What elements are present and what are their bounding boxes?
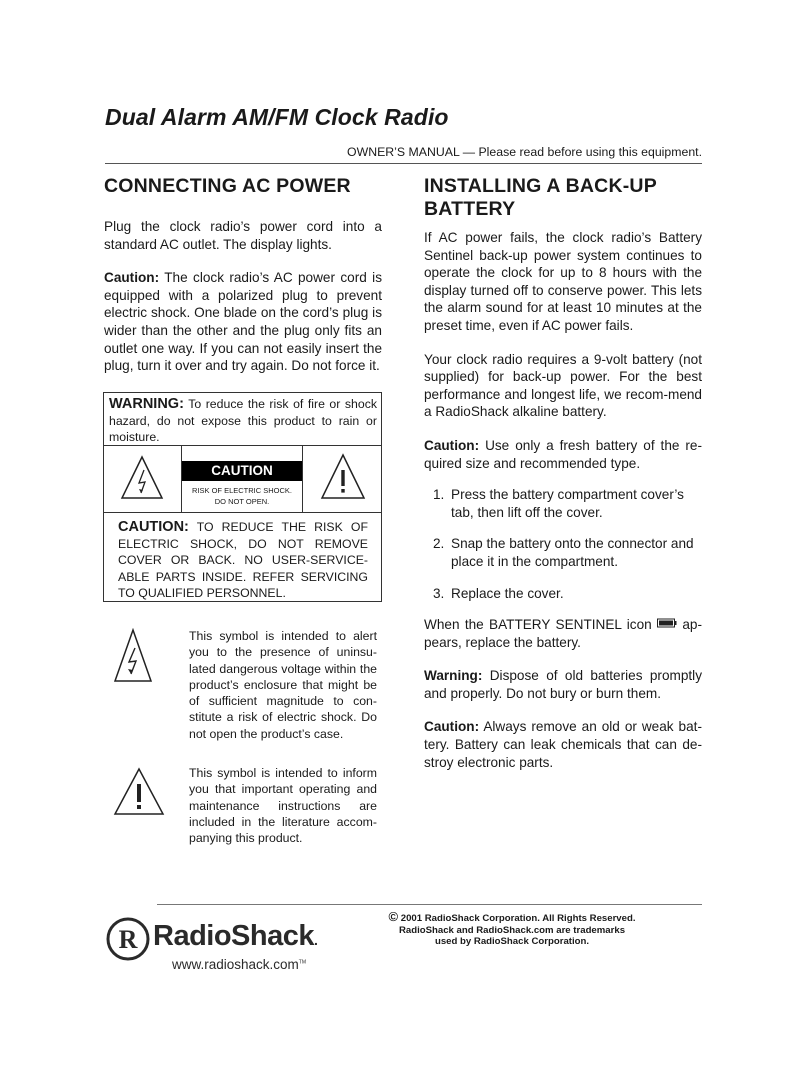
radioshack-r-logo-icon	[105, 916, 151, 962]
caution-statement	[118, 519, 368, 602]
step-number: 2.	[433, 536, 445, 552]
caution-small-line-2: DO NOT OPEN.	[214, 497, 270, 506]
list-item	[424, 585, 702, 603]
battery-paragraph-2: Your clock radio requires a 9-volt battery (not supplied) for back-up power. For the best performance and longest life, we recom-mend a RadioShack alkaline battery.	[424, 351, 702, 420]
caution-label: Caution:	[104, 270, 160, 286]
step-number: 3.	[433, 585, 445, 601]
step-text: Press the battery compartment cover’s tab, then lift off the cover.	[451, 487, 684, 520]
caution-small-line-1: RISK OF ELECTRIC SHOCK.	[191, 486, 293, 495]
copyright-line-2: RadioShack and RadioShack.com are trademarks	[398, 924, 626, 936]
lightning-symbol-description: This symbol is intended to alert you to the presence of uninsu-lated dangerous voltage within the product’s enclosure that might be of sufficient magnitude to con-stitute a risk of electric shock. Do not open the product’s case.	[189, 629, 377, 741]
page-subtitle: OWNER’S MANUAL — Please read before using this equipment.	[347, 145, 702, 159]
copyright-notice	[382, 911, 642, 948]
left-column	[104, 175, 382, 375]
battery-caution-text: Use only a fresh battery of the re-quired size and recommended type.	[424, 437, 702, 471]
ac-power-caution	[104, 269, 382, 375]
caution-statement-text: TO REDUCE THE RISK OF ELECTRIC SHOCK, DO NOT REMOVE COVER OR BACK. NO USER-SERVICE-ABLE PARTS INSIDE. REFER SERVICING TO QUALIFIED PERSONNEL.	[118, 520, 368, 600]
battery-sentinel-note	[424, 616, 702, 651]
warning-box	[103, 392, 382, 602]
header-divider	[105, 163, 702, 164]
copyright-line-1: © 2001 RadioShack Corporation. All Rights Reserved.	[388, 909, 636, 924]
step-text: Snap the battery onto the connector and place it in the compartment.	[451, 536, 694, 569]
section-heading-backup-battery: INSTALLING A BACK-UP BATTERY	[424, 175, 657, 220]
logo-wordmark: RadioShack.	[153, 920, 318, 952]
list-item	[424, 535, 702, 570]
step-number: 1.	[433, 487, 445, 503]
battery-caution	[424, 437, 702, 472]
exclamation-warning-icon	[303, 446, 382, 512]
lightning-symbol-cell	[103, 446, 182, 512]
sentinel-text-after: ap-pears, replace the battery.	[424, 617, 702, 650]
battery-paragraph-1: If AC power fails, the clock radio’s Battery Sentinel back-up power system continues to operate the clock for up to 8 hours with the display turned off to conserve power. This lets the alarm sound for at least 10 minutes at the preset time, even if AC power fails.	[424, 230, 702, 333]
list-item	[424, 486, 702, 521]
battery-warning-text: Dispose of old batteries promptly and properly. Do not bury or burn them.	[424, 668, 702, 701]
installation-steps	[424, 486, 702, 602]
electric-shock-warning-icon	[103, 446, 181, 512]
section-heading-ac-power: CONNECTING AC POWER	[104, 175, 351, 197]
copyright-symbol: ©	[388, 909, 399, 924]
right-column	[424, 175, 702, 771]
battery-caution-2	[424, 718, 702, 771]
step-text: Replace the cover.	[451, 585, 564, 601]
sentinel-text-before: When the BATTERY SENTINEL icon	[424, 617, 658, 633]
footer-divider	[157, 904, 702, 905]
caution-banner: CAUTION	[182, 461, 302, 481]
copyright-line-3: used by RadioShack Corporation.	[434, 936, 590, 947]
exclamation-triangle-icon	[113, 767, 165, 817]
warning-text: To reduce the risk of fire or shock hazard, do not expose this product to rain or moisture.	[109, 397, 377, 444]
battery-sentinel-icon	[657, 618, 677, 628]
battery-caution-2-text: Always remove an old or weak bat-tery. Battery can leak chemicals that can de-stroy electronic parts.	[424, 719, 702, 770]
warning-label: WARNING:	[109, 396, 184, 412]
battery-warning	[424, 667, 702, 702]
caution-small-text	[182, 485, 302, 507]
warning-statement	[109, 396, 377, 446]
website-url: www.radioshack.com™	[172, 957, 307, 972]
exclamation-symbol-description: This symbol is intended to inform you that important operating and maintenance instructions are included in the literature accom-panying this product.	[189, 766, 377, 846]
caution-label-row	[103, 445, 382, 513]
exclamation-symbol-cell	[302, 446, 382, 512]
logo-letter: R	[118, 925, 138, 954]
lightning-triangle-icon	[113, 628, 153, 684]
caution-statement-label: CAUTION:	[118, 519, 189, 535]
caution-text: The clock radio’s AC power cord is equipped with a polarized plug to prevent electric shock. One blade on the cord’s plug is wider than the other and the plug only fits an outlet one way. If you can not easily insert the plug, turn it over and try again. Do not force it.	[104, 270, 382, 374]
ac-power-intro: Plug the clock radio’s power cord into a standard AC outlet. The display lights.	[104, 219, 382, 252]
page-title: Dual Alarm AM/FM Clock Radio	[105, 104, 449, 130]
caution-label-center	[182, 446, 302, 512]
battery-caution-2-label: Caution:	[424, 719, 480, 735]
battery-warning-label: Warning:	[424, 668, 483, 684]
battery-caution-label: Caution:	[424, 437, 480, 453]
